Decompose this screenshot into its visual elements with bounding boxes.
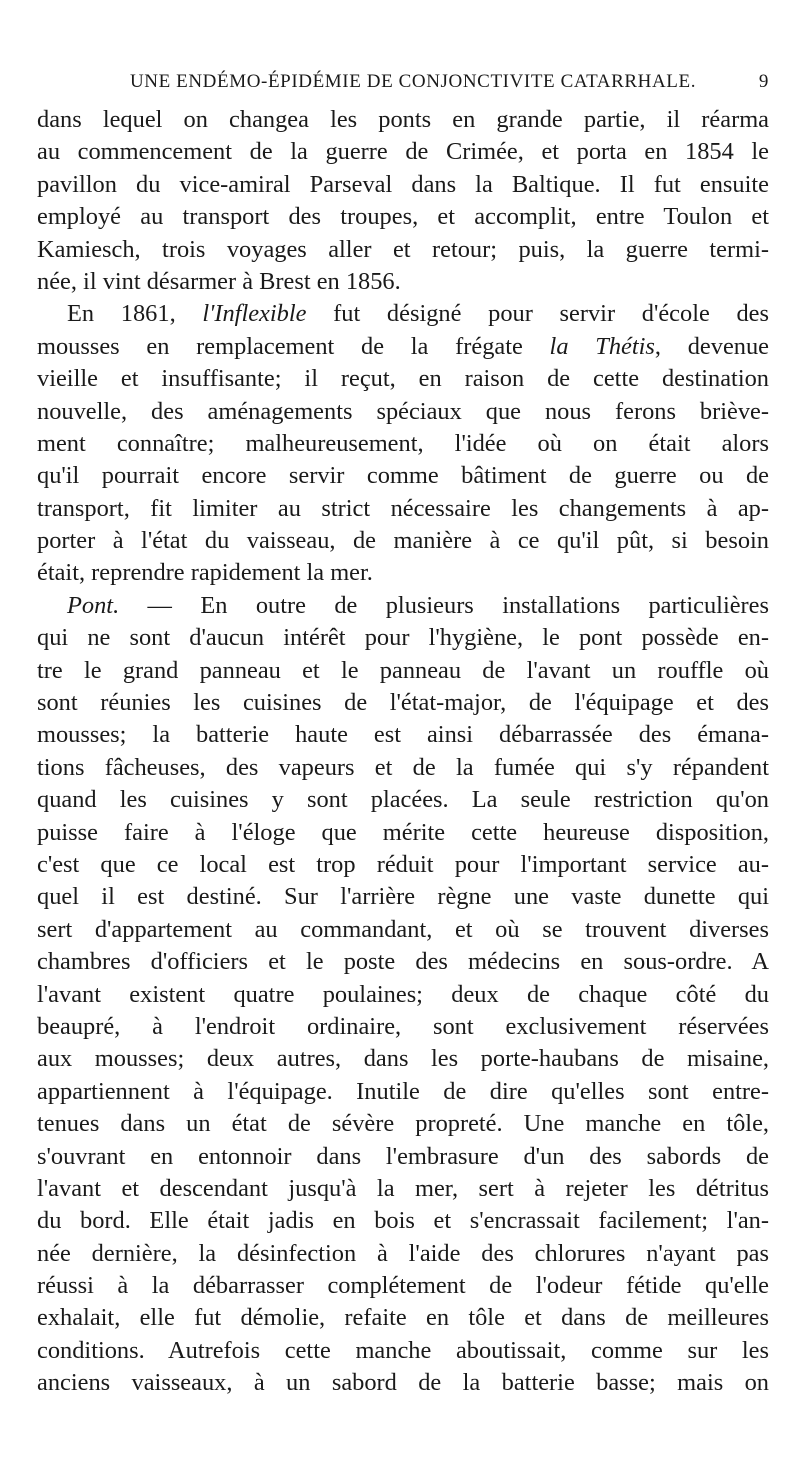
- text-line: c'est que ce local est trop réduit pour l'important service au-: [37, 850, 769, 878]
- text-line: appartiennent à l'équipage. Inutile de dire qu'elles sont entre-: [37, 1077, 769, 1105]
- text-line: tenues dans un état de sévère propreté. Une manche en tôle,: [37, 1110, 769, 1138]
- text-line: s'ouvrant en entonnoir dans l'embrasure d'un des sabords de: [37, 1142, 769, 1170]
- page-number: 9: [758, 71, 769, 92]
- text-run: fut désigné pour servir d'école des: [306, 300, 769, 328]
- text-line: anciens vaisseaux, à un sabord de la batterie basse; mais on: [37, 1369, 769, 1397]
- text-line: sert d'appartement au commandant, et où se trouvent diverses: [37, 915, 769, 943]
- text-run: , devenue: [654, 332, 769, 360]
- text-line: sont réunies les cuisines de l'état-major, de l'équipage et des: [37, 689, 769, 717]
- text-line: pavillon du vice-amiral Parseval dans la Baltique. Il fut ensuite: [37, 170, 769, 198]
- text-line: beaupré, à l'endroit ordinaire, sont exclusivement réservées: [37, 1012, 769, 1040]
- text-line: employé au transport des troupes, et accomplit, entre Toulon et: [37, 203, 769, 231]
- text-line: transport, fit limiter au strict nécessaire les changements à ap-: [37, 494, 769, 522]
- text-line: aux mousses; deux autres, dans les porte-haubans de misaine,: [37, 1045, 769, 1073]
- ship-name-thetis: la Thétis: [549, 332, 655, 360]
- running-head: [37, 70, 769, 94]
- text-line: porter à l'état du vaisseau, de manière à ce qu'il pût, si besoin: [37, 527, 769, 555]
- text-run: mousses en remplacement de la frégate: [37, 332, 550, 360]
- text-line: tre le grand panneau et le panneau de l'avant un rouffle où: [37, 656, 769, 684]
- section-heading-pont: Pont.: [67, 591, 120, 619]
- text-run: — En outre de plusieurs installations particulières: [119, 591, 769, 619]
- text-line: née dernière, la désinfection à l'aide des chlorures n'ayant pas: [37, 1239, 769, 1267]
- text-line: réussi à la débarrasser complétement de l'odeur fétide qu'elle: [37, 1272, 769, 1300]
- text-line: qui ne sont d'aucun intérêt pour l'hygiène, le pont possède en-: [37, 624, 769, 652]
- text-line: mousses; la batterie haute est ainsi débarrassée des émana-: [37, 721, 769, 749]
- text-line: puisse faire à l'éloge que mérite cette heureuse disposition,: [37, 818, 769, 846]
- text-line: [37, 590, 769, 622]
- text-line: quand les cuisines y sont placées. La seule restriction qu'on: [37, 786, 769, 814]
- text-line: vieille et insuffisante; il reçut, en raison de cette destination: [37, 365, 769, 393]
- text-line: qu'il pourrait encore servir comme bâtiment de guerre ou de: [37, 462, 769, 490]
- text-line: conditions. Autrefois cette manche aboutissait, comme sur les: [37, 1336, 769, 1364]
- paragraph-history: [37, 104, 769, 298]
- paragraph-pont: [37, 590, 769, 1400]
- text-line: nouvelle, des aménagements spéciaux que nous ferons briève-: [37, 397, 769, 425]
- ship-name-inflexible: l'Inflexible: [202, 300, 307, 328]
- text-line: au commencement de la guerre de Crimée, et porta en 1854 le: [37, 138, 769, 166]
- text-line: du bord. Elle était jadis en bois et s'encrassait facilement; l'an-: [37, 1207, 769, 1235]
- book-page: [37, 70, 769, 1400]
- text-line: l'avant existent quatre poulaines; deux de chaque côté du: [37, 980, 769, 1008]
- text-run: En 1861,: [67, 300, 203, 328]
- text-line: chambres d'officiers et le poste des médecins en sous-ordre. A: [37, 948, 769, 976]
- text-line: quel il est destiné. Sur l'arrière règne une vaste dunette qui: [37, 883, 769, 911]
- text-line: l'avant et descendant jusqu'à la mer, sert à rejeter les détritus: [37, 1174, 769, 1202]
- text-line: [37, 298, 769, 330]
- text-line: Kamiesch, trois voyages aller et retour; puis, la guerre termi-: [37, 235, 769, 263]
- text-line: dans lequel on changea les ponts en grande partie, il réarma: [37, 106, 769, 133]
- text-line: tions fâcheuses, des vapeurs et de la fumée qui s'y répandent: [37, 753, 769, 781]
- text-line: [37, 331, 769, 363]
- paragraph-school: [37, 298, 769, 590]
- text-line: ment connaître; malheureusement, l'idée où on était alors: [37, 429, 769, 457]
- text-line: née, il vint désarmer à Brest en 1856.: [37, 267, 401, 295]
- text-line: exhalait, elle fut démolie, refaite en tôle et dans de meilleures: [37, 1304, 769, 1332]
- running-title: UNE ENDÉMO-ÉPIDÉMIE DE CONJONCTIVITE CATARRHALE.: [129, 71, 697, 92]
- text-line: était, reprendre rapidement la mer.: [37, 559, 373, 587]
